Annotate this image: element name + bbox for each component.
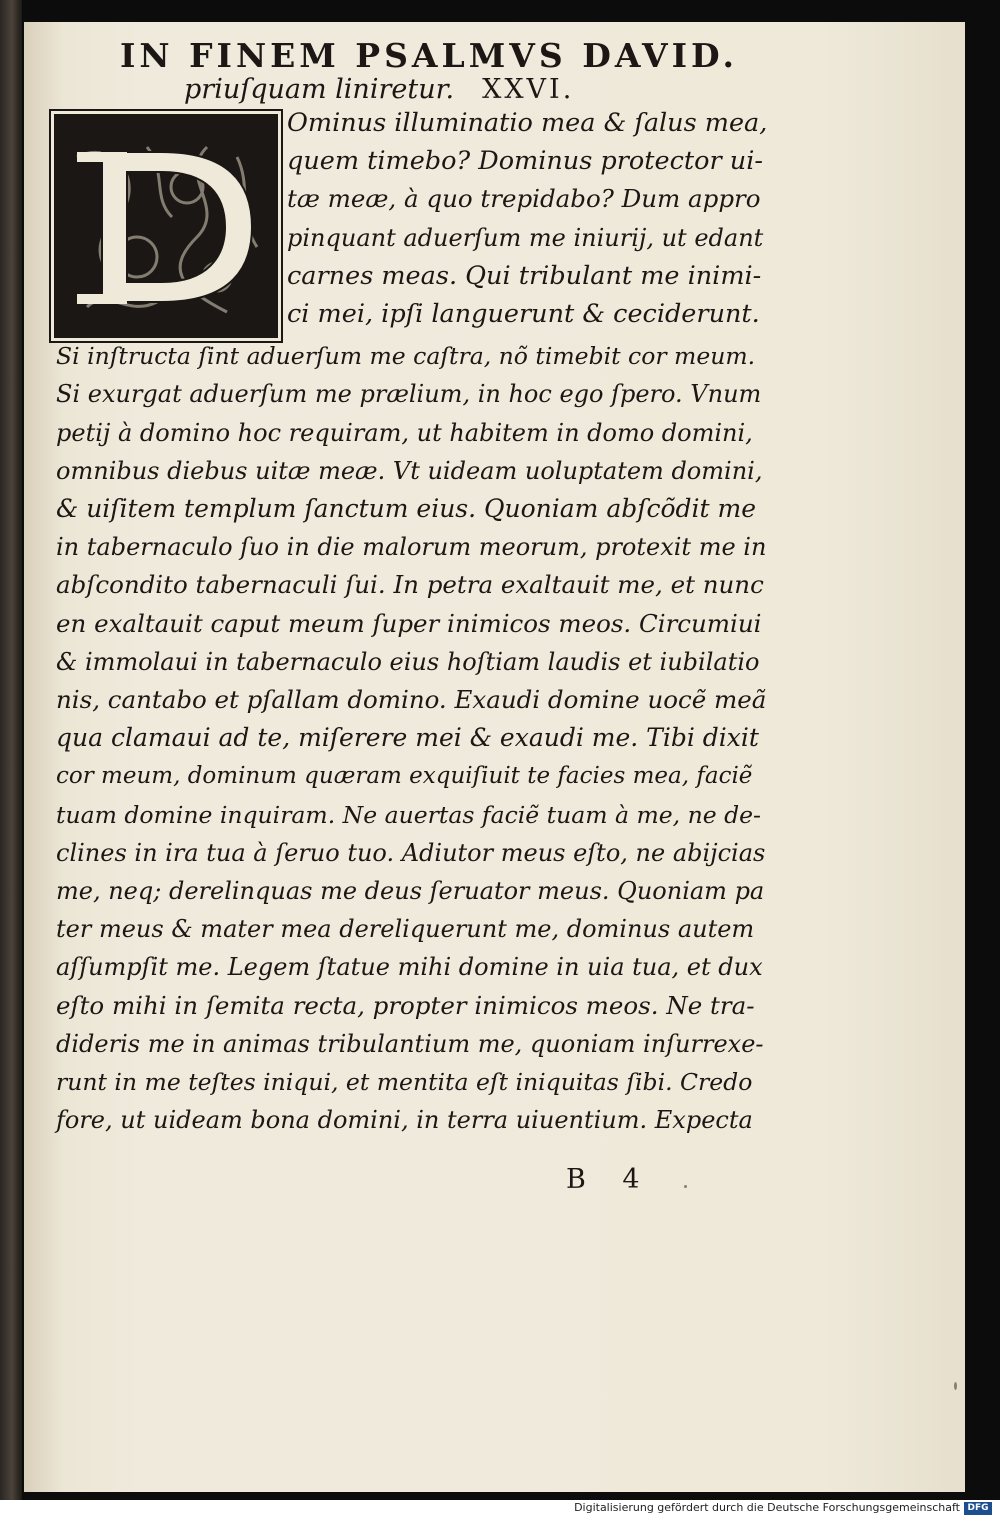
subhead-text: priuſquam liniretur. <box>184 74 455 105</box>
text-line: fore, ut uideam bona domini, in terra uiuentium. Expecta <box>56 1106 753 1135</box>
text-line: Si exurgat aduerſum me prælium, in hoc ego ſpero. Vnum <box>56 380 762 409</box>
psalm-subhead <box>184 74 684 105</box>
text-line: cor meum, dominum quæram exquiſiuit te facies mea, faciẽ <box>56 763 753 790</box>
text-line: tuam domine inquiram. Ne auertas faciẽ tuam à me, ne de- <box>56 800 761 829</box>
text-line: ter meus & mater mea dereliquerunt me, dominus autem <box>56 915 755 944</box>
decorated-initial <box>54 114 278 338</box>
dfg-logo: DFG <box>964 1502 992 1515</box>
text-line: qua clamaui ad te, miſerere mei & exaudi me. Tibi dixit <box>56 723 759 753</box>
text-line: runt in me teſtes iniqui, et mentita eſt iniquitas ſibi. Credo <box>56 1068 753 1096</box>
paper-mark <box>684 1185 687 1188</box>
text-line: eſto mihi in ſemita recta, propter inimicos meos. Ne tra- <box>56 990 755 1020</box>
text-line: omnibus diebus uitæ meæ. Vt uideam uoluptatem domini, <box>56 456 763 485</box>
book-binding-edge <box>0 0 22 1500</box>
digitization-credit: Digitalisierung gefördert durch die Deutsche Forschungsgemeinschaft <box>574 1501 960 1514</box>
book-page <box>24 22 965 1492</box>
text-line: & uiſitem templum ſanctum eius. Quoniam abſcõdit me <box>56 494 757 523</box>
text-line: Ominus illuminatio mea & ſalus mea, <box>287 108 768 138</box>
text-line: me, neq; derelinquas me deus ſeruator meus. Quoniam pa <box>56 877 765 905</box>
text-line: & immolaui in tabernaculo eius hoſtiam laudis et iubilatio <box>56 647 760 676</box>
text-line: ci mei, ipſi languerunt & ceciderunt. <box>287 299 760 329</box>
text-line: quem timebo? Dominus protector ui- <box>287 146 763 177</box>
text-line: clines in ira tua à ſeruo tuo. Adiutor meus eſto, ne abijcias <box>56 838 766 867</box>
paper-mark <box>954 1382 957 1390</box>
text-line: dideris me in animas tribulantium me, quoniam inſurrexe- <box>56 1029 764 1058</box>
text-line: petij à domino hoc requiram, ut habitem in domo domini, <box>56 418 753 447</box>
text-line: in tabernaculo ſuo in die malorum meorum, protexit me in <box>56 533 767 562</box>
text-line: abſcondito tabernaculi ſui. In petra exaltauit me, et nunc <box>56 570 764 600</box>
running-head: IN FINEM PSALMVS DAVID. <box>120 36 738 75</box>
text-line: nis, cantabo et pſallam domino. Exaudi domine uocẽ meã <box>56 685 767 714</box>
text-line: pinquant aduerſum me iniurij, ut edant <box>287 223 764 252</box>
text-line: tæ meæ, à quo trepidabo? Dum appro <box>287 184 761 214</box>
ornamental-initial-d-icon <box>57 117 275 335</box>
text-line: Si inſtructa ſint aduerſum me caſtra, nõ timebit cor meum. <box>56 342 756 371</box>
psalm-number: XXVI. <box>482 74 575 105</box>
text-line: en exaltauit caput meum ſuper inimicos meos. Circumiui <box>56 608 762 638</box>
text-line: carnes meas. Qui tribulant me inimi- <box>287 260 762 291</box>
signature-mark: B 4 <box>566 1164 654 1195</box>
text-line: aſſumpſit me. Legem ſtatue mihi domine in uia tua, et dux <box>56 953 763 982</box>
